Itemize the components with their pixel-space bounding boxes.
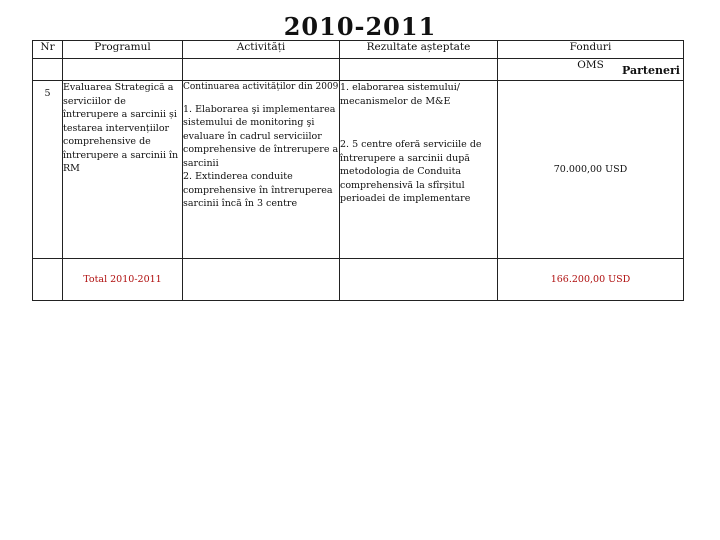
row-nr: 5 [33,81,63,259]
header-program-spacer [63,59,183,81]
header-activities: Activități [183,41,340,59]
header-nr-spacer [33,59,63,81]
total-results-spacer [340,259,498,301]
row-activities [183,81,340,259]
header-oms: OMS [498,59,684,81]
header-results: Rezultate așteptate [340,41,498,59]
activities-item-1: 1. Elaborarea şi implementarea sistemului de monitoring şi evaluare în cadrul serviciilor comprehensive de întrerupere a sarcinii [183,103,339,169]
total-label: Total 2010-2011 [63,259,183,301]
header-program: Programul [63,41,183,59]
header-partners: Parteneri [622,64,680,77]
header-activities-spacer [183,59,340,81]
header-results-spacer [340,59,498,81]
row-oms-funds [498,81,684,259]
header-nr: Nr [33,41,63,59]
total-oms-amount: 166.200,00 USD [498,259,684,301]
result-1: 1. elaborarea sistemului/ mecanismelor de M&E [340,82,461,107]
page-title: 2010-2011 [283,12,437,41]
oms-amount: 70.000,00 USD [553,164,628,175]
activities-item-2: 2. Extinderea conduite comprehensive în întreruperea sarcinii încă în 3 centre [183,171,333,209]
total-nr-spacer [33,259,63,301]
row-results [340,81,498,259]
plan-table [32,40,684,301]
result-2: 2. 5 centre oferă serviciile de întrerupere a sarcinii după metodologia de Conduita comprehensivă la sfîrșitul perioadei de implementare [340,139,482,204]
header-funds: Fonduri [498,41,684,59]
total-activities-spacer [183,259,340,301]
row-program: Evaluarea Strategică a serviciilor de întrerupere a sarcinii și testarea intervențiilor comprehensive de întrerupere a sarcinii în RM [63,81,183,259]
activities-heading: Continuarea activităților din 2009 [183,82,339,92]
